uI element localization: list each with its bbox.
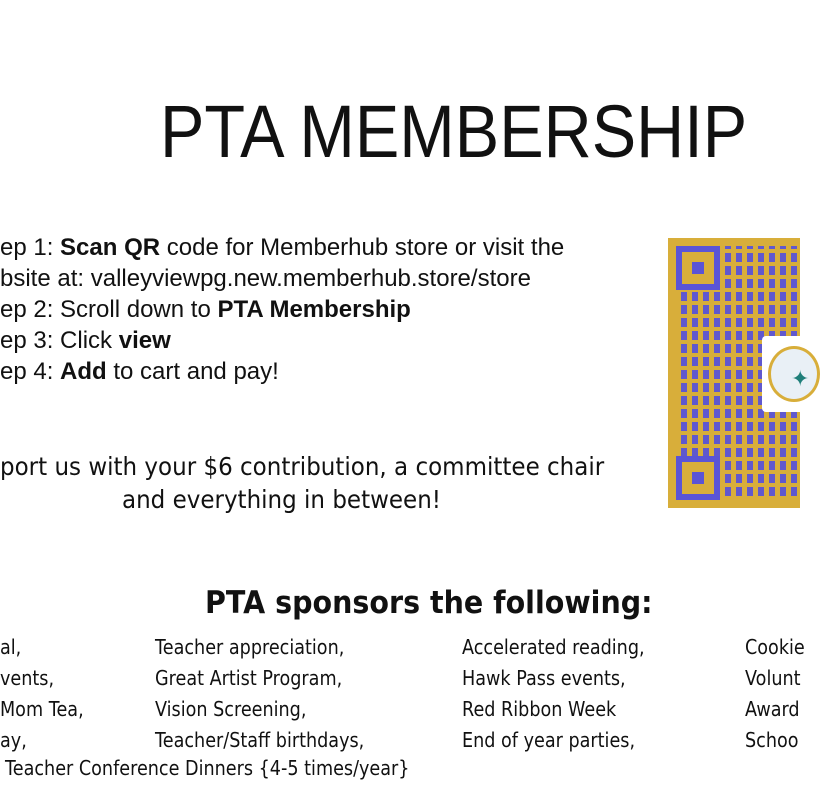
sponsors-heading: PTA sponsors the following: — [205, 585, 653, 621]
step-3: ep 3: Click view — [0, 327, 171, 354]
sponsor-last-line: Teacher Conference Dinners {4-5 times/year} — [5, 756, 410, 780]
list-item: ay, — [0, 728, 27, 752]
qr-finder-bottom-left — [676, 456, 720, 500]
qr-logo — [762, 336, 810, 412]
list-item: Accelerated reading, — [462, 635, 645, 659]
list-item: Schoo — [745, 728, 799, 752]
hawk-logo-icon — [768, 346, 820, 402]
qr-code[interactable] — [668, 238, 810, 508]
list-item: Mom Tea, — [0, 697, 84, 721]
page-title: PTA MEMBERSHIP — [160, 90, 748, 173]
list-item: Teacher/Staff birthdays, — [155, 728, 365, 752]
step-4: ep 4: Add to cart and pay! — [0, 358, 279, 385]
list-item: Teacher appreciation, — [155, 635, 345, 659]
step-2: ep 2: Scroll down to PTA Membership — [0, 296, 411, 323]
list-item: Great Artist Program, — [155, 666, 343, 690]
membership-steps — [0, 232, 640, 387]
list-item: Hawk Pass events, — [462, 666, 626, 690]
list-item: Volunt — [745, 666, 801, 690]
list-item: vents, — [0, 666, 55, 690]
step-1: ep 1: Scan QR code for Memberhub store or visit the — [0, 234, 565, 261]
sponsor-column-4 — [745, 632, 813, 756]
list-item: al, — [0, 635, 22, 659]
list-item: Award — [745, 697, 800, 721]
list-item: End of year parties, — [462, 728, 636, 752]
support-line-2: and everything in between! — [122, 485, 441, 514]
list-item: Red Ribbon Week — [462, 697, 617, 721]
list-item: Vision Screening, — [155, 697, 307, 721]
sponsor-column-2 — [155, 632, 393, 756]
support-line-1: port us with your $6 contribution, a committee chair — [0, 452, 605, 481]
step-1-website[interactable]: bsite at: valleyviewpg.new.memberhub.store/store — [0, 265, 531, 292]
sponsor-column-3 — [462, 632, 670, 756]
sponsor-column-1 — [0, 632, 95, 756]
top-margin — [0, 0, 800, 30]
list-item: Cookie — [745, 635, 805, 659]
qr-finder-top-left — [676, 246, 720, 290]
bird-icon: ✦ — [791, 367, 810, 392]
